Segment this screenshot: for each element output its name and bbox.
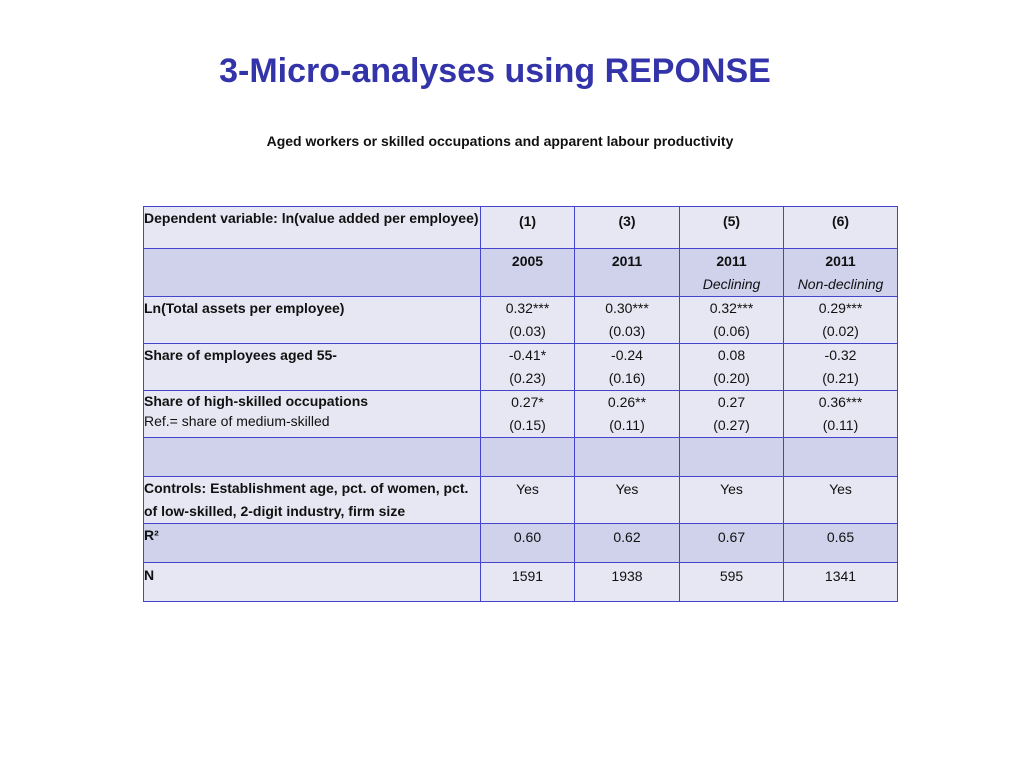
column-header: (1) bbox=[481, 207, 575, 249]
table-subtitle: Aged workers or skilled occupations and apparent labour productivity bbox=[266, 133, 734, 149]
coef-cell: 0.26** (0.11) bbox=[575, 391, 680, 438]
column-header: (3) bbox=[575, 207, 680, 249]
year-cell: 2011 Non-declining bbox=[784, 249, 898, 297]
regression-table bbox=[143, 206, 898, 602]
empty-cell bbox=[144, 438, 481, 477]
header-row bbox=[144, 207, 898, 249]
controls-row bbox=[144, 477, 898, 524]
coef-cell: 0.32*** (0.06) bbox=[680, 297, 784, 344]
observations-row bbox=[144, 563, 898, 602]
coef-cell: 0.08 (0.20) bbox=[680, 344, 784, 391]
coef-cell: 0.36*** (0.11) bbox=[784, 391, 898, 438]
slide-title: 3-Micro-analyses using REPONSE bbox=[219, 52, 771, 90]
controls-cell: Yes bbox=[575, 477, 680, 524]
r-squared-label: R² bbox=[144, 524, 481, 563]
observations-label: N bbox=[144, 563, 481, 602]
dependent-variable-label: Dependent variable: ln(value added per employee) bbox=[144, 207, 481, 249]
coef-cell: 0.30*** (0.03) bbox=[575, 297, 680, 344]
controls-cell: Yes bbox=[680, 477, 784, 524]
column-header: (6) bbox=[784, 207, 898, 249]
empty-cell bbox=[481, 438, 575, 477]
coef-cell: 0.32*** (0.03) bbox=[481, 297, 575, 344]
empty-cell bbox=[784, 438, 898, 477]
empty-cell bbox=[680, 438, 784, 477]
r-squared-cell: 0.60 bbox=[481, 524, 575, 563]
coef-cell: 0.29*** (0.02) bbox=[784, 297, 898, 344]
coef-cell: -0.32 (0.21) bbox=[784, 344, 898, 391]
year-cell: 2011 Declining bbox=[680, 249, 784, 297]
empty-cell bbox=[575, 438, 680, 477]
observations-cell: 1341 bbox=[784, 563, 898, 602]
r-squared-row bbox=[144, 524, 898, 563]
table-row bbox=[144, 344, 898, 391]
r-squared-cell: 0.65 bbox=[784, 524, 898, 563]
r-squared-cell: 0.67 bbox=[680, 524, 784, 563]
variable-label: Share of high-skilled occupations Ref.= share of medium-skilled bbox=[144, 391, 481, 438]
coef-cell: 0.27 (0.27) bbox=[680, 391, 784, 438]
spacer-row bbox=[144, 438, 898, 477]
controls-cell: Yes bbox=[784, 477, 898, 524]
coef-cell: -0.41* (0.23) bbox=[481, 344, 575, 391]
year-row bbox=[144, 249, 898, 297]
observations-cell: 595 bbox=[680, 563, 784, 602]
r-squared-cell: 0.62 bbox=[575, 524, 680, 563]
table-row bbox=[144, 391, 898, 438]
year-cell: 2011 bbox=[575, 249, 680, 297]
year-cell: 2005 bbox=[481, 249, 575, 297]
column-header: (5) bbox=[680, 207, 784, 249]
table-row bbox=[144, 297, 898, 344]
observations-cell: 1591 bbox=[481, 563, 575, 602]
coef-cell: 0.27* (0.15) bbox=[481, 391, 575, 438]
variable-label: Share of employees aged 55- bbox=[144, 344, 481, 391]
variable-label: Ln(Total assets per employee) bbox=[144, 297, 481, 344]
year-row-label bbox=[144, 249, 481, 297]
observations-cell: 1938 bbox=[575, 563, 680, 602]
coef-cell: -0.24 (0.16) bbox=[575, 344, 680, 391]
controls-label: Controls: Establishment age, pct. of women, pct. of low-skilled, 2-digit industry, firm size bbox=[144, 477, 481, 524]
reference-note: Ref.= share of medium-skilled bbox=[144, 413, 330, 429]
controls-cell: Yes bbox=[481, 477, 575, 524]
